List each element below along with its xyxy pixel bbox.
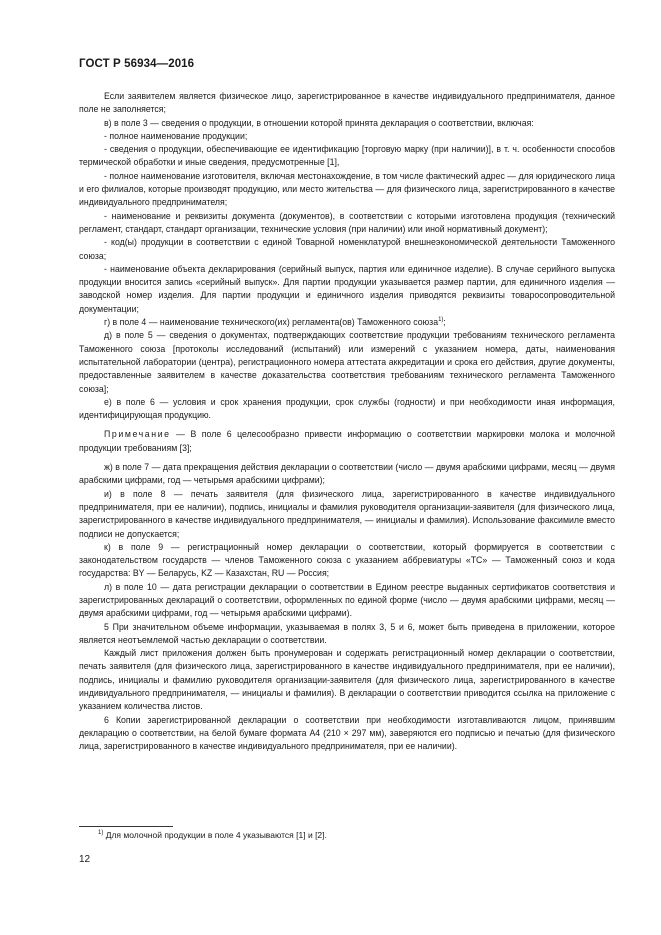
footnote-reference: 1) — [438, 317, 444, 324]
paragraph: и) в поле 8 — печать заявителя (для физического лица, зарегистрированного в качестве индивидуального предпринимателя, при ее наличии), подпись, инициалы и фамилия руководителя организации-заявителя (для физического лица, зарегистрированного в качестве индивидуального предпринимателя, — инициалы и фамилия). Использование факсимиле вместо подписи не допускается; — [79, 488, 615, 539]
paragraph: - полное наименование изготовителя, включая местонахождение, в том числе фактический адрес — для юридического лица и его филиалов, которые производят продукцию, или место жительства — для физического лица, зарегистрированного в качестве индивидуального предпринимателя; — [79, 170, 615, 208]
document-header: ГОСТ Р 56934—2016 — [79, 58, 195, 70]
footnote-divider — [79, 826, 173, 827]
note-label: Примечание — [104, 429, 171, 440]
paragraph: Каждый лист приложения должен быть пронумерован и содержать регистрационный номер декларации о соответствии, печать заявителя (для физического лица, зарегистрированного в качестве индивидуального предпринимателя, при ее наличии), подпись, инициалы и фамилию руководителя организации-заявителя (для физического лица, зарегистрированного в качестве индивидуального предпринимателя, — инициалы и фамилия). В декларации о соответствии приводится ссылка на приложение с указанием количества листов. — [79, 648, 615, 712]
paragraph-g-tail: ; — [443, 317, 446, 328]
paragraph: 5 При значительном объеме информации, указываемая в полях 3, 5 и 6, может быть приведена в приложении, которое является неотъемлемой частью декларации о соответствии. — [79, 621, 615, 645]
paragraph: - код(ы) продукции в соответствии с единой Товарной номенклатурой внешнеэкономической деятельности Таможенного союза; — [79, 237, 615, 261]
note — [79, 428, 615, 455]
paragraph: л) в поле 10 — дата регистрации декларации о соответствии в Едином реестре выданных сертификатов соответствия и зарегистрированных деклараций о соответствии, оформленных по единой форме (число — двумя арабскими цифрами, месяц — двумя арабскими цифрами, год — четырьмя арабскими цифрами). — [79, 581, 615, 619]
footnote-text: Для молочной продукции в поле 4 указываются [1] и [2]. — [103, 830, 327, 840]
note-text: — В поле 6 целесообразно привести информацию о соответствии маркировки молока и молочной продукции требованиям [3]; — [79, 429, 615, 453]
paragraph-g-text: г) в поле 4 — наименование технического(их) регламента(ов) Таможенного союза — [104, 317, 439, 328]
paragraph: 6 Копии зарегистрированной декларации о соответствии при необходимости изготавливаются лицом, принявшим декларацию о соответствии, на белой бумаге формата А4 (210 × 297 мм), заверяются его подписью и печатью (для физического лица, зарегистрированного в качестве индивидуального предпринимателя, при ее наличии). — [79, 714, 615, 752]
paragraph: ж) в поле 7 — дата прекращения действия декларации о соответствии (число — двумя арабскими цифрами, месяц — двумя арабскими цифрами, год — четырьмя арабскими цифрами); — [79, 462, 615, 486]
paragraph: к) в поле 9 — регистрационный номер декларации о соответствии, который формируется в соответствии с законодательством государств — членов Таможенного союза с указанием аббревиатуры «ТС» — Таможенный союз и кода государства: BY — Беларусь, KZ — Казахстан, RU — Россия; — [79, 541, 615, 579]
paragraph: - наименование и реквизиты документа (документов), в соответствии с которыми изготовлена продукция (технический регламент, стандарт, стандарт организации, технические условия (при наличии) или иной нормативный документ); — [79, 210, 615, 234]
paragraph-g — [79, 316, 615, 329]
footnote — [98, 830, 327, 840]
paragraph: Если заявителем является физическое лицо, зарегистрированное в качестве индивидуального предпринимателя, данное поле не заполняется; — [79, 91, 615, 115]
paragraph: е) в поле 6 — условия и срок хранения продукции, срок службы (годности) и при необходимости иная информация, идентифицирующая продукцию. — [79, 396, 615, 421]
document-body — [79, 90, 615, 754]
paragraph: - полное наименование продукции; — [104, 130, 248, 141]
paragraph: - сведения о продукции, обеспечивающие ее идентификацию [торговую марку (при наличии)], в т. ч. особенности способов термической обработки и иные сведения, предусмотренные [1], — [79, 144, 615, 168]
paragraph: в) в поле 3 — сведения о продукции, в отношении которой принята декларация о соответствии, включая: — [104, 117, 534, 128]
paragraph: д) в поле 5 — сведения о документах, подтверждающих соответствие продукции требованиям технического регламента Таможенного союза [протоколы исследований (испытаний) или измерений с указанием номера, даты, наименования испытательной лаборатории (центра), регистрационного номера аттестата аккредитации и срока его действия, другие документы, предоставленные заявителем в качестве доказательства соответствия требованиям технического регламента Таможенного союза]; — [79, 330, 615, 394]
page-number: 12 — [79, 854, 91, 865]
footnote-marker: 1) — [98, 830, 104, 837]
paragraph: - наименование объекта декларирования (серийный выпуск, партия или единичное изделие). В случае серийного выпуска продукции вносится запись «серийный выпуск». Для партии продукции указывается размер партии, для единичного изделия — заводской номер изделия. Для партии продукции и единичного изделия приводятся реквизиты товаросопроводительной документации; — [79, 263, 615, 314]
